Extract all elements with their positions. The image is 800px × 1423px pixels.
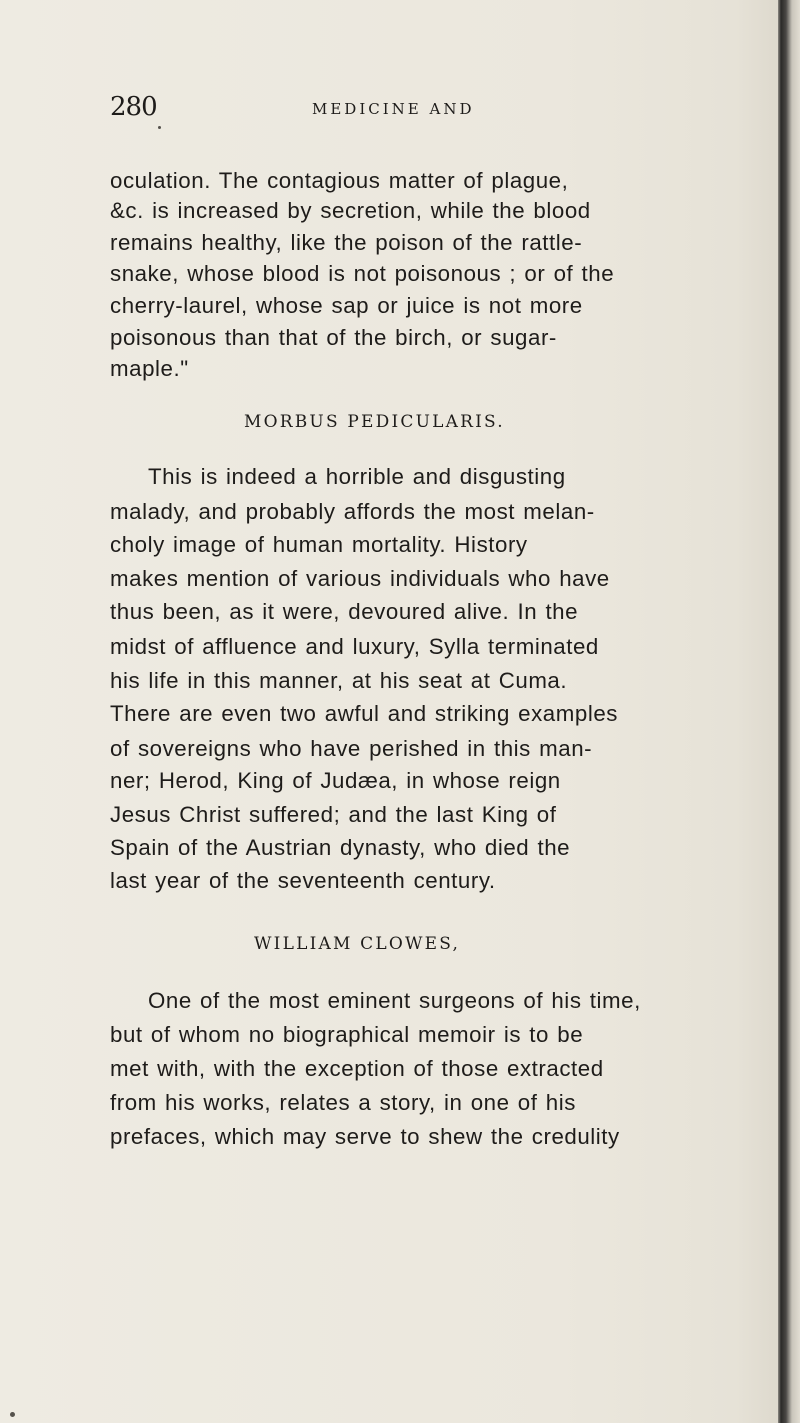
text-line: One of the most eminent surgeons of his time,: [148, 988, 641, 1013]
text-line: ner; Herod, King of Judæa, in whose reign: [110, 768, 561, 793]
text-line: remains healthy, like the poison of the rattle-: [110, 230, 583, 255]
text-line: snake, whose blood is not poisonous ; or of the: [110, 261, 615, 286]
text-line: Jesus Christ suffered; and the last King of: [110, 802, 557, 827]
text-line: from his works, relates a story, in one of his: [110, 1090, 576, 1115]
text-line: midst of affluence and luxury, Sylla terminated: [110, 634, 599, 659]
text-line: makes mention of various individuals who have: [110, 566, 610, 591]
text-line: met with, with the exception of those extracted: [110, 1056, 604, 1081]
text-line: thus been, as it were, devoured alive. In the: [110, 599, 579, 624]
running-head: MEDICINE AND: [312, 100, 475, 118]
text-line: prefaces, which may serve to shew the credulity: [110, 1124, 620, 1149]
text-line: of sovereigns who have perished in this man-: [110, 736, 593, 761]
text-line: but of whom no biographical memoir is to be: [110, 1022, 584, 1047]
page-number: 280: [110, 92, 157, 122]
text-line: last year of the seventeenth century.: [110, 868, 496, 893]
ink-speck: [10, 1412, 15, 1417]
text-line: There are even two awful and striking examples: [110, 701, 618, 726]
text-line: his life in this manner, at his seat at Cuma.: [110, 668, 568, 693]
page-header: [110, 92, 710, 132]
text-line: cherry-laurel, whose sap or juice is not more: [110, 293, 583, 318]
section-heading-morbus-pedicularis: MORBUS PEDICULARIS.: [244, 412, 505, 432]
text-line: choly image of human mortality. History: [110, 532, 528, 557]
ink-speck: [158, 126, 161, 129]
text-line: Spain of the Austrian dynasty, who died the: [110, 835, 571, 860]
text-line: poisonous than that of the birch, or sugar-: [110, 325, 557, 350]
section-heading-william-clowes: WILLIAM CLOWES,: [254, 934, 461, 954]
text-line: maple.": [110, 356, 189, 381]
text-line: oculation. The contagious matter of plague,: [110, 168, 569, 193]
text-line: This is indeed a horrible and disgusting: [148, 464, 566, 489]
page-binding-edge: [778, 0, 800, 1423]
text-line: &c. is increased by secretion, while the blood: [110, 198, 591, 223]
text-line: malady, and probably affords the most melan-: [110, 499, 595, 524]
